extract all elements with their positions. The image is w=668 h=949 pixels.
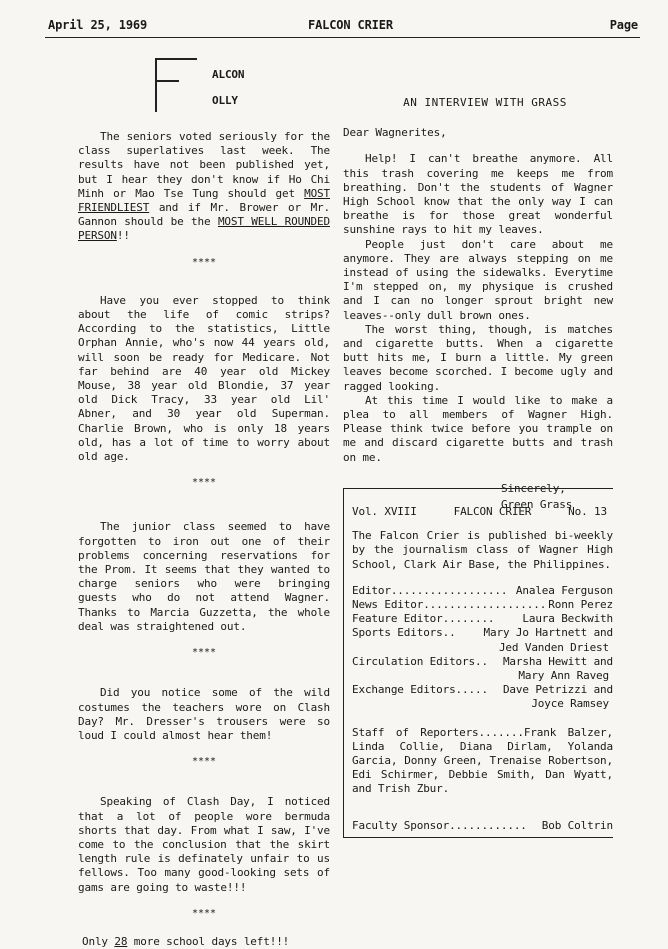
falcon-folly-logo	[155, 58, 265, 110]
page-header	[48, 18, 638, 36]
comic-strips-paragraph: Have you ever stopped to think about the life of comic strips? According to the statistics, Little Orphan Annie, who's now 44 years old, will soon be ready for Medicare. Not far behind are 40 year old Mickey Mouse, 38 year old Blondie, 37 year old Dick Tracy, 33 year old Lil' Abner, and 30 year old Superman. Charlie Brown, who is only 18 years old, has a lot of time to worry about old age.	[78, 293, 330, 464]
logo-line1: ALCON	[212, 68, 245, 81]
sports-editors-line: Sports Editors.. Mary Jo Hartnett and	[352, 626, 613, 640]
closing-signature: Green Grass	[501, 497, 573, 511]
newspaper-title: FALCON CRIER	[308, 18, 393, 32]
exchange-editors-cont: Joyce Ramsey	[531, 697, 609, 711]
feature-editor-line: Feature Editor........ Laura Beckwith	[352, 612, 613, 626]
circulation-editors-cont: Mary Ann Raveg	[518, 669, 609, 683]
page-label: Page	[609, 18, 638, 32]
header-rule	[45, 37, 640, 38]
masthead-box	[343, 488, 613, 838]
separator-stars: ****	[191, 756, 217, 768]
letter-paragraph-4: At this time I would like to make a plea to all members of Wagner High. Please think twice before you trample on me and discard cigarette butts and trash on me.	[343, 393, 613, 464]
exchange-editors-line: Exchange Editors..... Dave Petrizzi and	[352, 683, 613, 697]
interview-title: AN INTERVIEW WITH GRASS	[403, 96, 567, 109]
bermuda-shorts-paragraph: Speaking of Clash Day, I noticed that a lot of people wore bermuda shorts that day. From what I saw, I've come to the conclusion that the skirt length rule is definately unfair to us fellows. Too many good-looking sets of gams are going to waste!!!	[78, 795, 330, 894]
editor-line: Editor.................. Analea Ferguson	[352, 583, 613, 597]
issue-number: No. 13	[568, 505, 607, 518]
salutation: Dear Wagnerites,	[343, 126, 447, 140]
masthead-description: The Falcon Crier is published bi-weekly by the journalism class of Wagner High School, Clark Air Base, the Philippines.	[352, 529, 613, 571]
separator-stars: ****	[191, 477, 217, 489]
logo-line2: OLLY	[212, 94, 238, 107]
sports-editors-cont: Jed Vanden Driest	[498, 640, 609, 654]
separator-stars: ****	[191, 907, 217, 919]
school-days-left: Only 28 more school days left!!!	[82, 934, 290, 948]
circulation-editors-line: Circulation Editors.. Marsha Hewitt and	[352, 654, 613, 668]
letter-paragraph-2: People just don't care about me anymore. They are always stepping on me instead of using the sidewalks. Everytime I'm stepped on, my physique is crushed and I can no longer sprout bright new leaves--only dull brown ones.	[343, 237, 613, 322]
separator-stars: ****	[191, 256, 217, 268]
issue-date: April 25, 1969	[48, 18, 148, 32]
junior-prom-paragraph: The junior class seemed to have forgotten to iron out one of their problems concerning reservations for the Prom. It seems that they wanted to charge seniors who were bringing guests who do not attend Wagner. Thanks to Marcia Guzzetta, the whole deal was straightened out.	[78, 520, 330, 633]
faculty-sponsor-line: Faculty Sponsor............ Bob Coltrin	[352, 818, 613, 832]
news-editor-line: News Editor................... Ronn Perez	[352, 598, 613, 612]
staff-reporters: Staff of Reporters.......Frank Balzer, Linda Collie, Diana Dirlam, Yolanda Garcia, Donny Green, Trenaise Robertson, Edi Schirmer, Debbie Smith, Dan Wyatt, and Trish Zbur.	[352, 725, 613, 796]
letter-paragraph-1: Help! I can't breathe anymore. All this trash covering me keeps me from breathing. Don't the students of Wagner High School know that the only way I can breathe is for those great wonderful sunshine rays to hit my leaves.	[343, 152, 613, 237]
volume: Vol. XVIII	[352, 505, 417, 518]
separator-stars: ****	[191, 647, 217, 659]
masthead-name: FALCON CRIER	[453, 505, 532, 518]
masthead-volume-line	[352, 505, 613, 519]
closing-sincerely: Sincerely,	[501, 481, 566, 495]
letter-f-icon	[155, 58, 197, 112]
interview-column	[343, 96, 613, 513]
falcon-folly-column	[78, 130, 330, 949]
clash-day-costumes-paragraph: Did you notice some of the wild costumes the teachers wore on Clash Day? Mr. Dresser's trousers were so loud I could almost hear them!	[78, 686, 330, 742]
letter-paragraph-3: The worst thing, though, is matches and cigarette butts. When a cigarette butt hits me, I burn a little. My green leaves become scorched. I become ugly and ragged looking.	[343, 322, 613, 393]
superlatives-paragraph: The seniors voted seriously for the class superlatives last week. The results have not been published yet, but I hear they don't know if Ho Chi Minh or Mao Tse Tung should get MOST FRIENDLIEST and if Mr. Brower or Mr. Gannon should be the MOST WELL ROUNDED PERSON!!	[78, 130, 330, 243]
